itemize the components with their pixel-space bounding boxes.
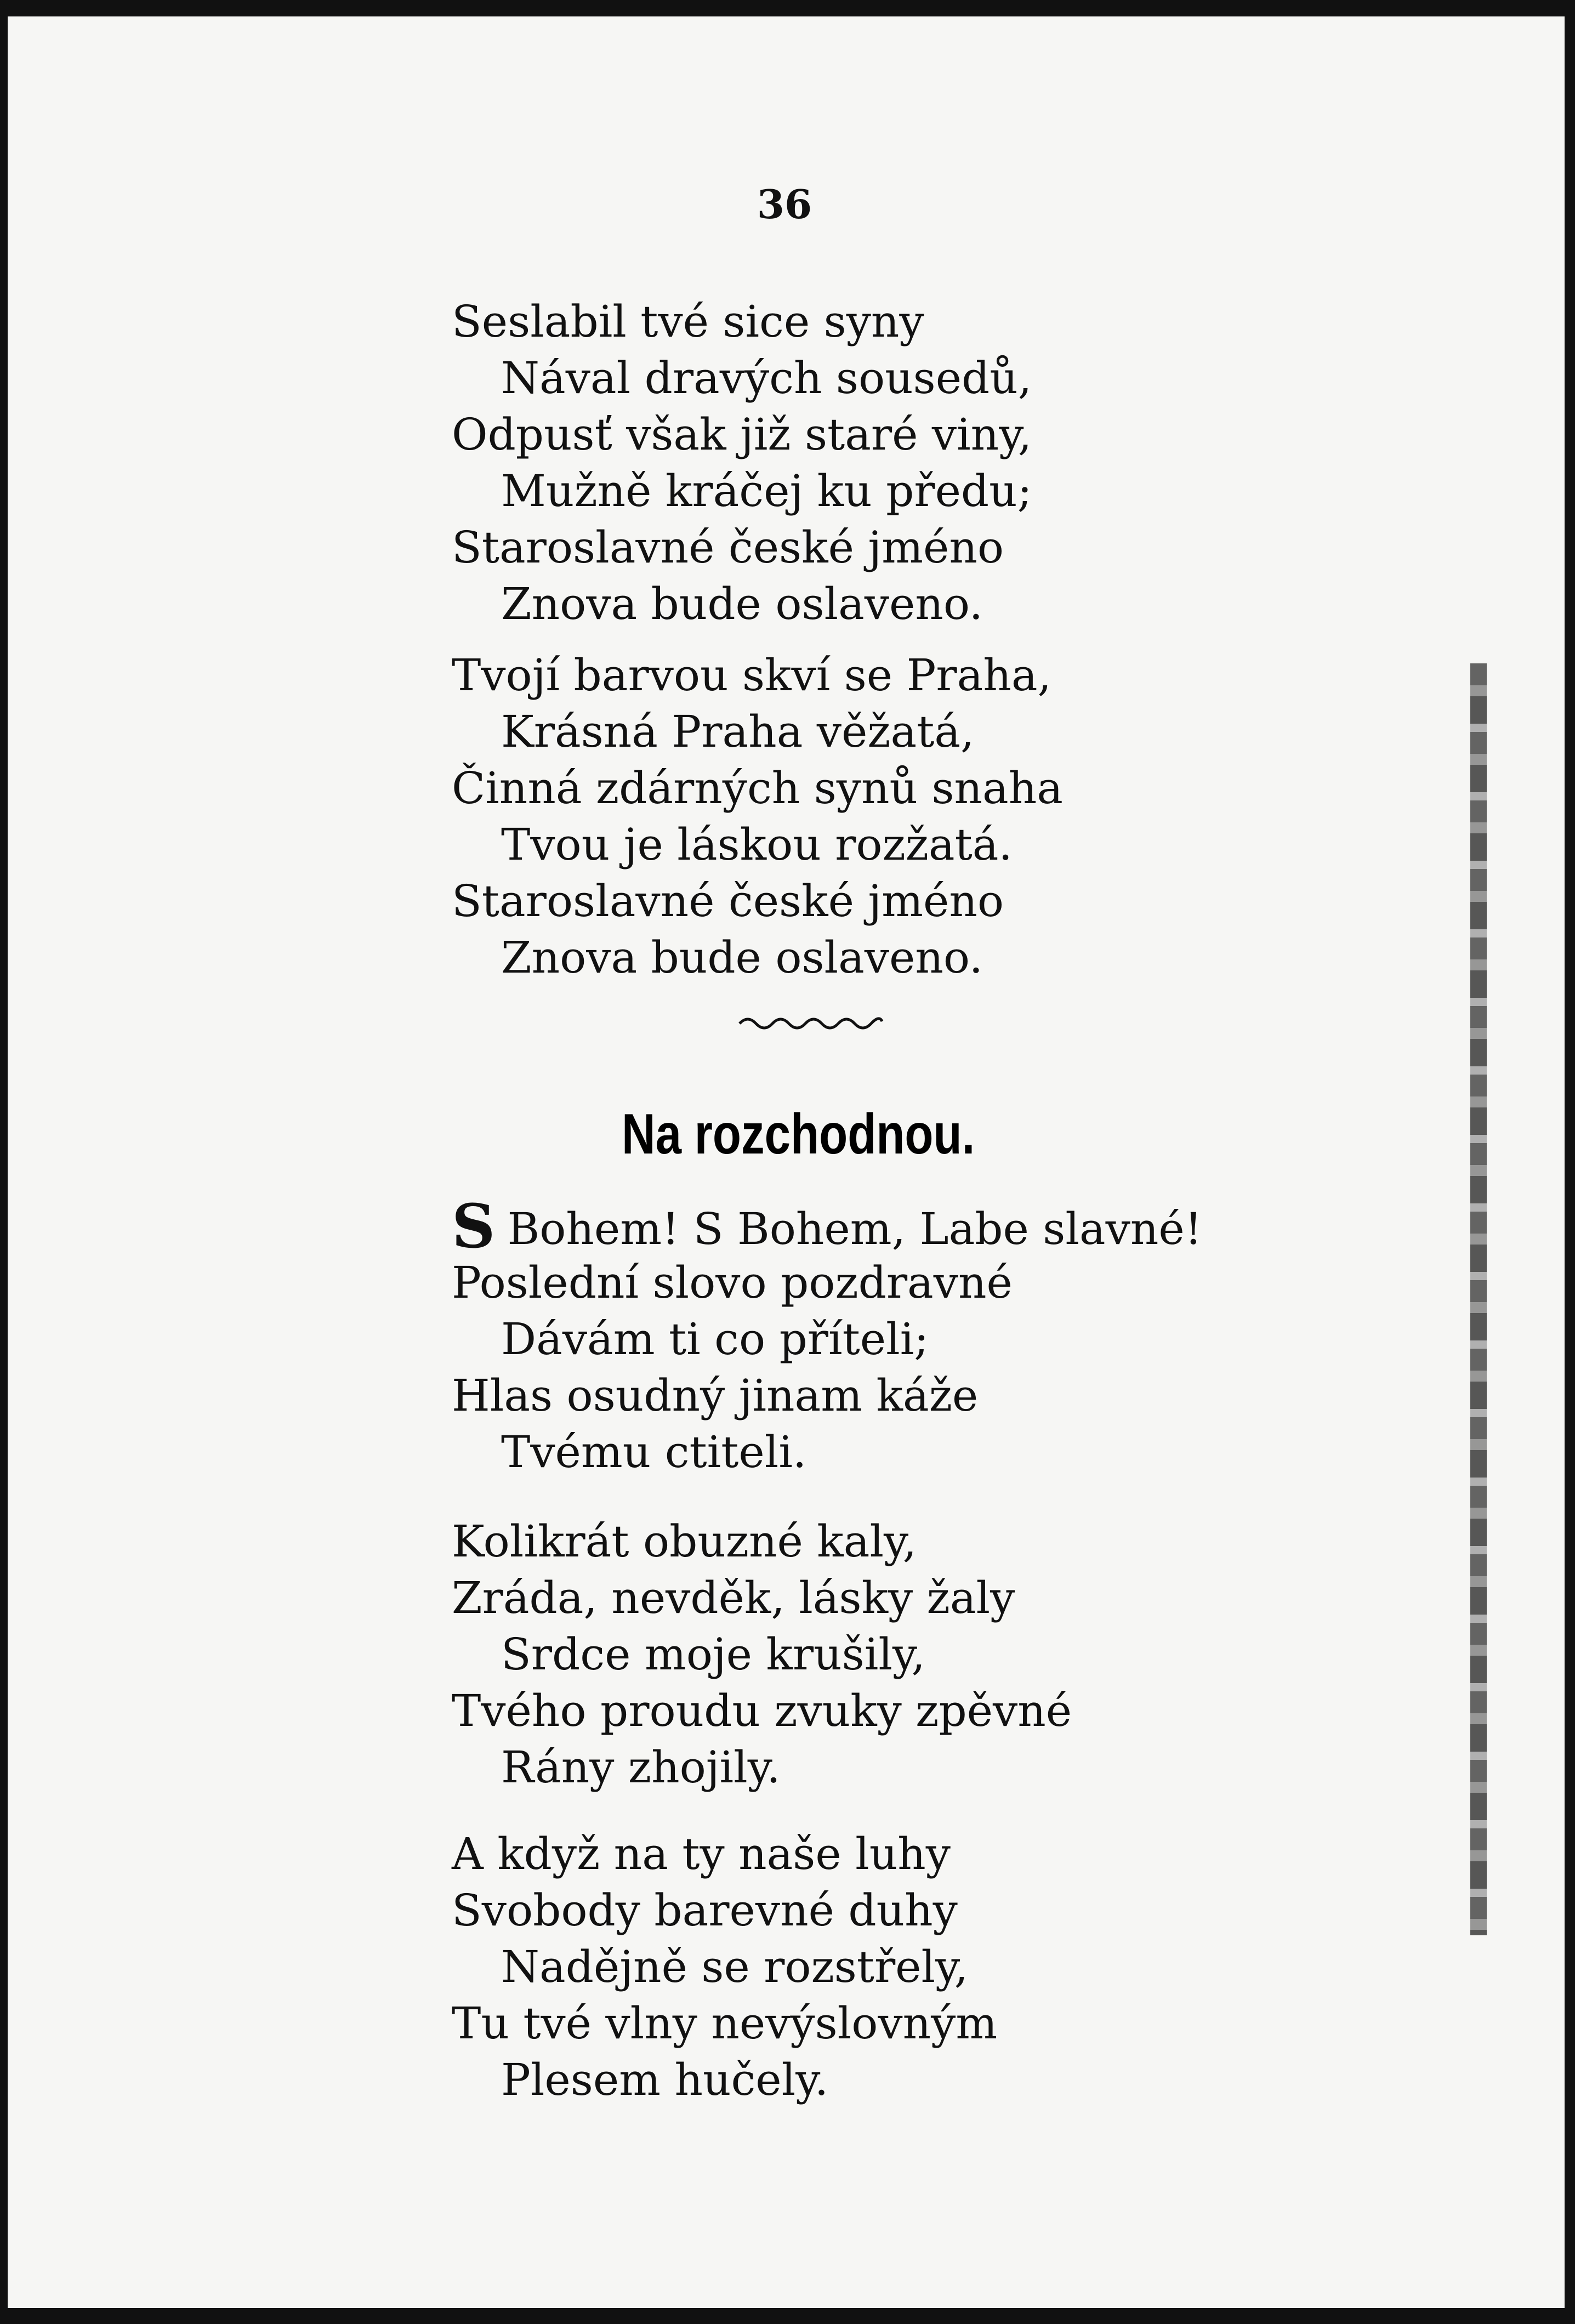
- verse-line: Poslední slovo pozdravné: [452, 1257, 1013, 1308]
- poem1-stanza-1: [452, 293, 1032, 632]
- verse-line: Kolikrát obuzné kaly,: [452, 1516, 917, 1567]
- verse-line: Tvému ctiteli.: [501, 1427, 807, 1478]
- wave-ornament: [737, 1012, 885, 1033]
- verse-line: Hlas osudný jinam káže: [452, 1370, 979, 1421]
- verse-line: Činná zdárných synů snaha: [452, 763, 1063, 814]
- verse-line: Staroslavné české jméno: [452, 522, 1004, 573]
- verse-line: Znova bude oslaveno.: [501, 932, 983, 983]
- poem2-stanza-3: [452, 1826, 997, 2108]
- verse-line: Rány zhojily.: [501, 1742, 781, 1793]
- verse-line: Plesem hučely.: [501, 2054, 829, 2105]
- poem2-stanza-1: [452, 1191, 1202, 1480]
- verse-line: Znova bude oslaveno.: [501, 578, 983, 629]
- poem1-stanza-2: [452, 647, 1063, 986]
- verse-line: Svobody barevné duhy: [452, 1885, 958, 1936]
- page-number: 36: [757, 181, 812, 228]
- verse-line: Krásná Praha věžatá,: [501, 706, 975, 757]
- first-line-text: Bohem! S Bohem, Labe slavné!: [507, 1203, 1202, 1254]
- verse-line: Mužně kráčej ku předu;: [501, 465, 1032, 516]
- book-page: [8, 16, 1565, 2308]
- verse-line: Srdce moje krušily,: [501, 1629, 925, 1680]
- verse-line: Zráda, nevděk, lásky žaly: [452, 1572, 1015, 1623]
- drop-cap: S: [452, 1191, 496, 1262]
- verse-line-first: [452, 1191, 1202, 1262]
- verse-line: Seslabil tvé sice syny: [452, 296, 924, 347]
- poem2-stanza-2: [452, 1513, 1072, 1795]
- verse-line: Tvou je láskou rozžatá.: [501, 819, 1013, 870]
- verse-line: A když na ty naše luhy: [452, 1828, 951, 1879]
- verse-line: Nadějně se rozstřely,: [501, 1941, 969, 1992]
- verse-line: Staroslavné české jméno: [452, 876, 1004, 927]
- verse-line: Nával dravých sousedů,: [501, 353, 1032, 404]
- verse-line: Dávám ti co příteli;: [501, 1314, 929, 1365]
- binding-edge: [1470, 663, 1487, 1935]
- verse-line: Tvého proudu zvuky zpěvné: [452, 1685, 1072, 1736]
- verse-line: Odpusť však již staré viny,: [452, 409, 1032, 460]
- verse-line: Tvojí barvou skví se Praha,: [452, 650, 1051, 701]
- verse-line: Tu tvé vlny nevýslovným: [452, 1998, 998, 2049]
- poem-title: Na rozchodnou.: [622, 1103, 975, 1166]
